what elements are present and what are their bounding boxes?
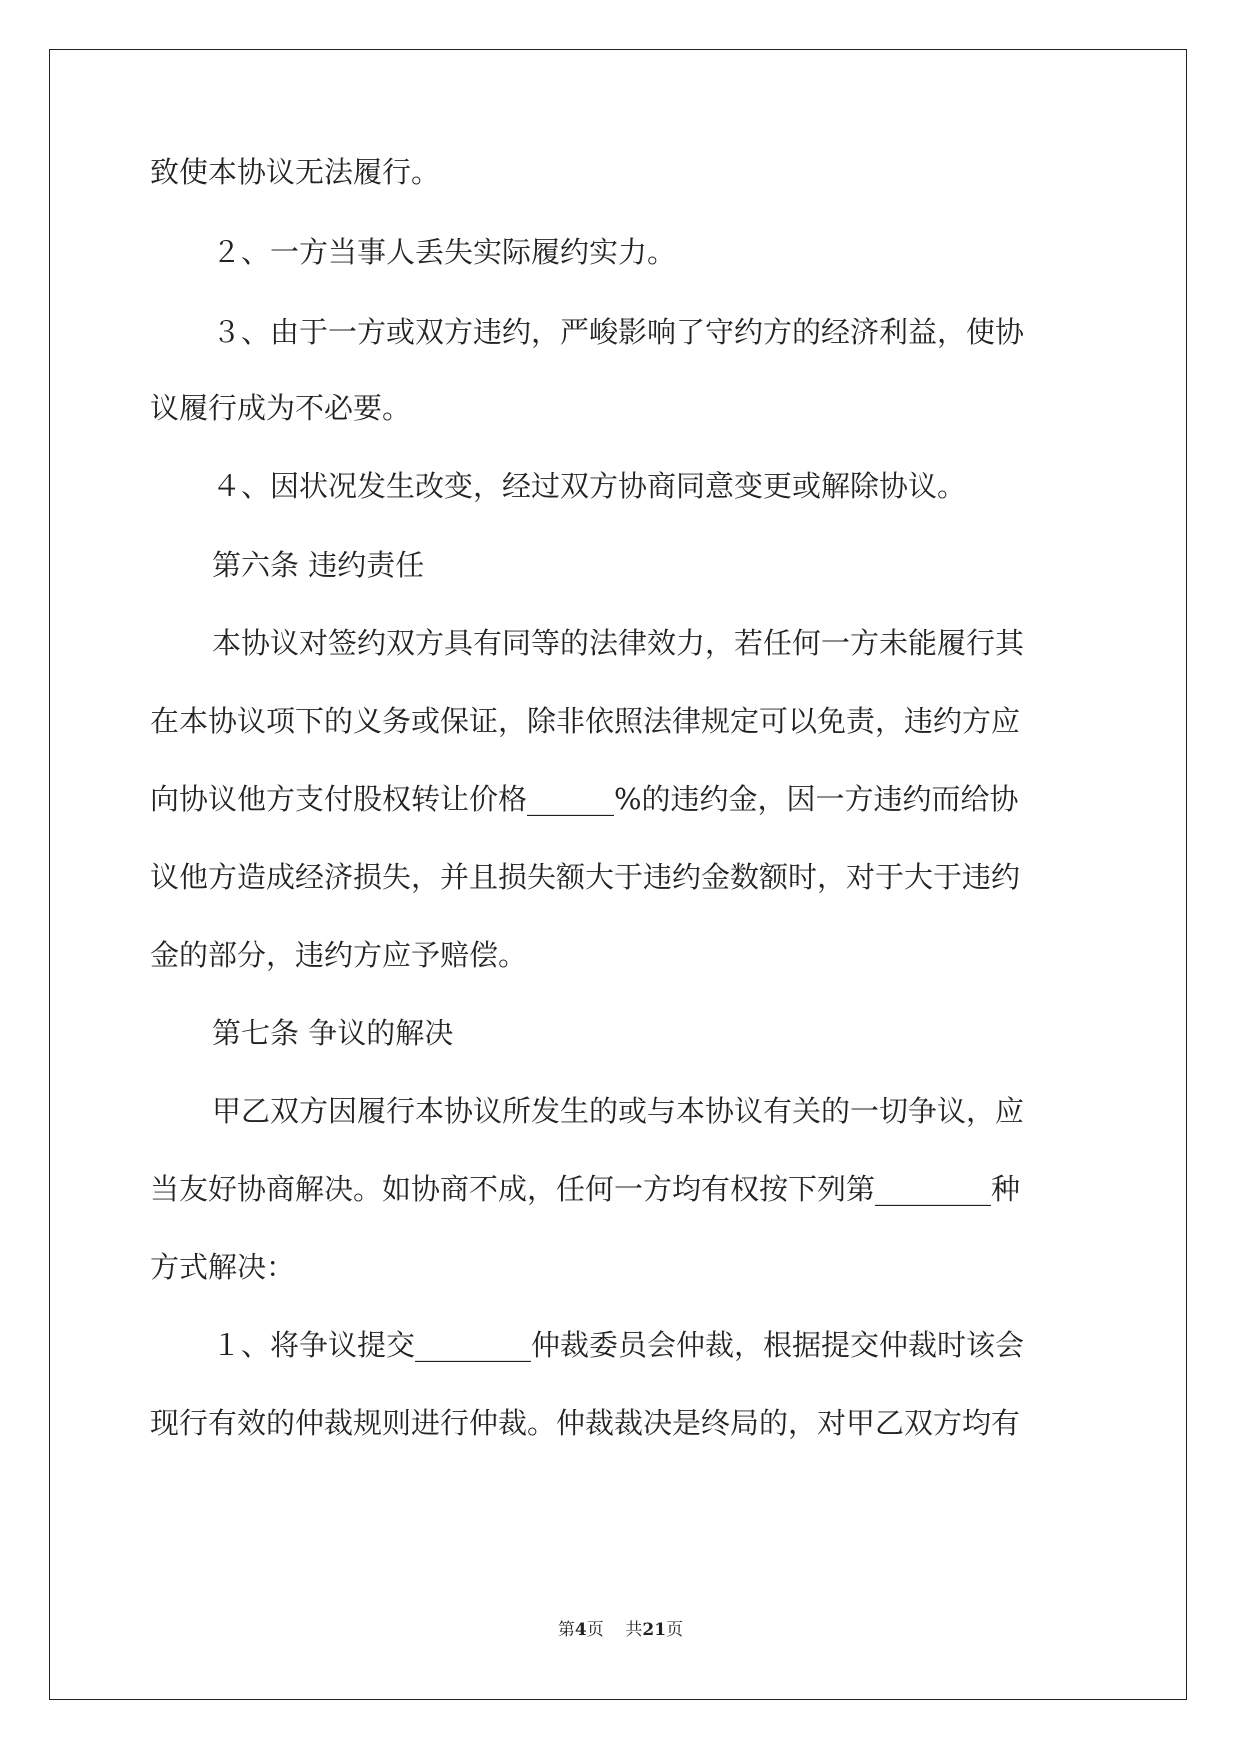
line-1: 致使本协议无法履行。 <box>150 155 441 189</box>
line-8: 在本协议项下的义务或保证，除非依照法律规定可以免责，违约方应 <box>150 704 1021 738</box>
section-heading-6: 第六条 违约责任 <box>212 548 425 582</box>
line-5: ４、因状况发生改变，经过双方协商同意变更或解除协议。 <box>212 469 967 503</box>
line-4: 议履行成为不必要。 <box>150 391 412 425</box>
current-page-number: 4 <box>574 1620 587 1640</box>
line-7: 本协议对签约双方具有同等的法律效力，若任何一方未能履行其 <box>212 626 1025 660</box>
page-footer <box>0 1615 1241 1640</box>
line-11: 金的部分，违约方应予赔偿。 <box>150 938 528 972</box>
total-page-count: 21 <box>642 1620 667 1640</box>
line-10: 议他方造成经济损失，并且损失额大于违约金数额时，对于大于违约 <box>150 860 1021 894</box>
line-16: １、将争议提交________仲裁委员会仲裁，根据提交仲裁时该会 <box>212 1328 1025 1362</box>
footer-prefix: 第 <box>557 1620 575 1640</box>
footer-total-prefix: 共 <box>625 1620 643 1640</box>
line-15: 方式解决： <box>150 1250 296 1284</box>
line-13: 甲乙双方因履行本协议所发生的或与本协议有关的一切争议，应 <box>212 1094 1025 1128</box>
line-2: ２、一方当事人丢失实际履约实力。 <box>212 235 677 269</box>
line-17: 现行有效的仲裁规则进行仲裁。仲裁裁决是终局的，对甲乙双方均有 <box>150 1406 1021 1440</box>
footer-page-suffix: 页 <box>586 1620 604 1640</box>
footer-total-suffix: 页 <box>666 1620 684 1640</box>
line-9: 向协议他方支付股权转让价格______%的违约金，因一方违约而给协 <box>150 782 1019 816</box>
section-heading-7: 第七条 争议的解决 <box>212 1016 454 1050</box>
line-3: ３、由于一方或双方违约，严峻影响了守约方的经济利益，使协 <box>212 315 1025 349</box>
line-14: 当友好协商解决。如协商不成，任何一方均有权按下列第________种 <box>150 1172 1021 1206</box>
